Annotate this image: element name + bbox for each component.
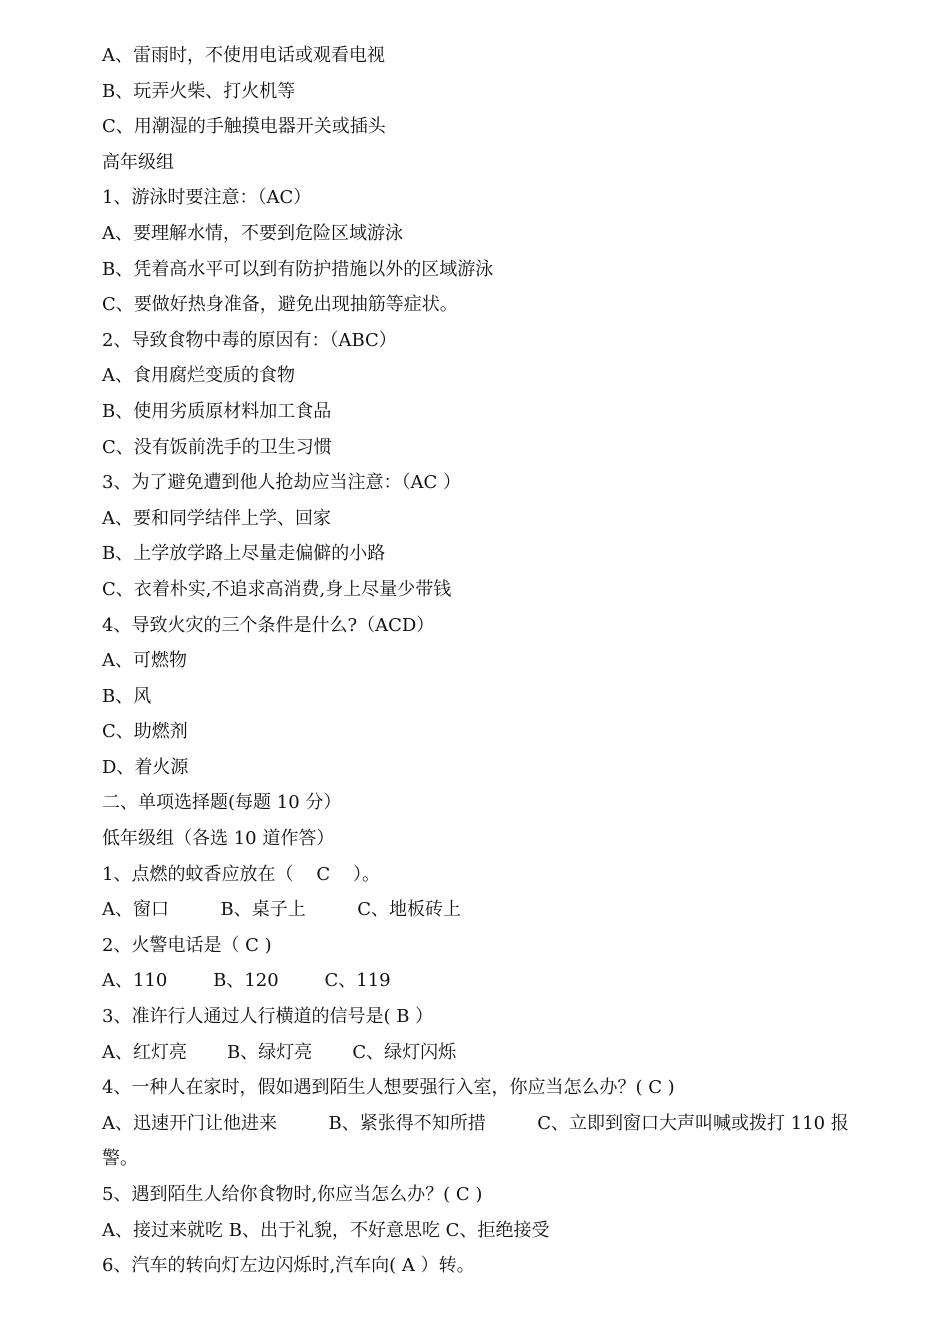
single-options-2: A、110 B、120 C、119 bbox=[102, 970, 391, 992]
text-line-2: B、玩弄火柴、打火机等 bbox=[102, 80, 296, 102]
text-line-10: A、食用腐烂变质的食物 bbox=[102, 365, 295, 387]
single-question-5: 5、遇到陌生人给你食物时,你应当怎么办？( C ) bbox=[102, 1184, 483, 1205]
text-line-20: C、助燃剂 bbox=[102, 721, 188, 743]
single-question-1: 1、点燃的蚊香应放在（ C ）。 bbox=[102, 863, 380, 885]
text-line-19: B、风 bbox=[102, 685, 152, 707]
single-question-4: 4、一种人在家时，假如遇到陌生人想要强行入室，你应当怎么办？( C ) bbox=[102, 1077, 675, 1099]
document-page bbox=[102, 38, 872, 1284]
text-line-8: C、要做好热身准备，避免出现抽筋等症状。 bbox=[102, 294, 458, 316]
text-line-16: C、衣着朴实,不追求高消费,身上尽量少带钱 bbox=[102, 578, 452, 600]
section-heading-single-choice: 二、单项选择题(每题 10 分） bbox=[102, 792, 342, 814]
question-3: 3、为了避免遭到他人抢劫应当注意：（AC ） bbox=[102, 472, 461, 494]
question-2: 2、导致食物中毒的原因有：（ABC） bbox=[102, 329, 397, 351]
single-options-4: A、迅速开门让他进来 B、紧张得不知所措 C、立即到窗口大声叫喊或拨打 110 报 bbox=[102, 1112, 849, 1134]
text-line-12: C、没有饭前洗手的卫生习惯 bbox=[102, 436, 332, 458]
section-heading-junior: 低年级组（各选 10 道作答） bbox=[102, 828, 335, 850]
single-question-3: 3、准许行人通过人行横道的信号是( B ） bbox=[102, 1006, 434, 1028]
text-line-1: A、雷雨时，不使用电话或观看电视 bbox=[102, 45, 385, 66]
question-1: 1、游泳时要注意：（AC） bbox=[102, 187, 312, 209]
single-options-4-continued: 警。 bbox=[102, 1148, 138, 1170]
single-question-2: 2、火警电话是（ C ) bbox=[102, 934, 272, 956]
text-line-11: B、使用劣质原材料加工食品 bbox=[102, 400, 332, 422]
single-options-5: A、接过来就吃 B、出于礼貌，不好意思吃 C、拒绝接受 bbox=[102, 1219, 550, 1241]
text-line-15: B、上学放学路上尽量走偏僻的小路 bbox=[102, 543, 386, 565]
text-line-14: A、要和同学结伴上学、回家 bbox=[102, 507, 331, 529]
section-heading-senior: 高年级组 bbox=[102, 151, 174, 173]
single-options-3: A、红灯亮 B、绿灯亮 C、绿灯闪烁 bbox=[102, 1041, 457, 1063]
single-options-1: A、窗口 B、桌子上 C、地板砖上 bbox=[102, 899, 461, 921]
text-line-18: A、可燃物 bbox=[102, 650, 187, 672]
text-line-6: A、要理解水情，不要到危险区域游泳 bbox=[102, 222, 403, 244]
single-question-6: 6、汽车的转向灯左边闪烁时,汽车向( A ）转。 bbox=[102, 1255, 475, 1277]
text-line-7: B、凭着高水平可以到有防护措施以外的区域游泳 bbox=[102, 258, 494, 280]
question-4: 4、导致火灾的三个条件是什么?（ACD） bbox=[102, 614, 435, 636]
text-line-3: C、用潮湿的手触摸电器开关或插头 bbox=[102, 116, 386, 138]
text-line-21: D、着火源 bbox=[102, 756, 189, 778]
